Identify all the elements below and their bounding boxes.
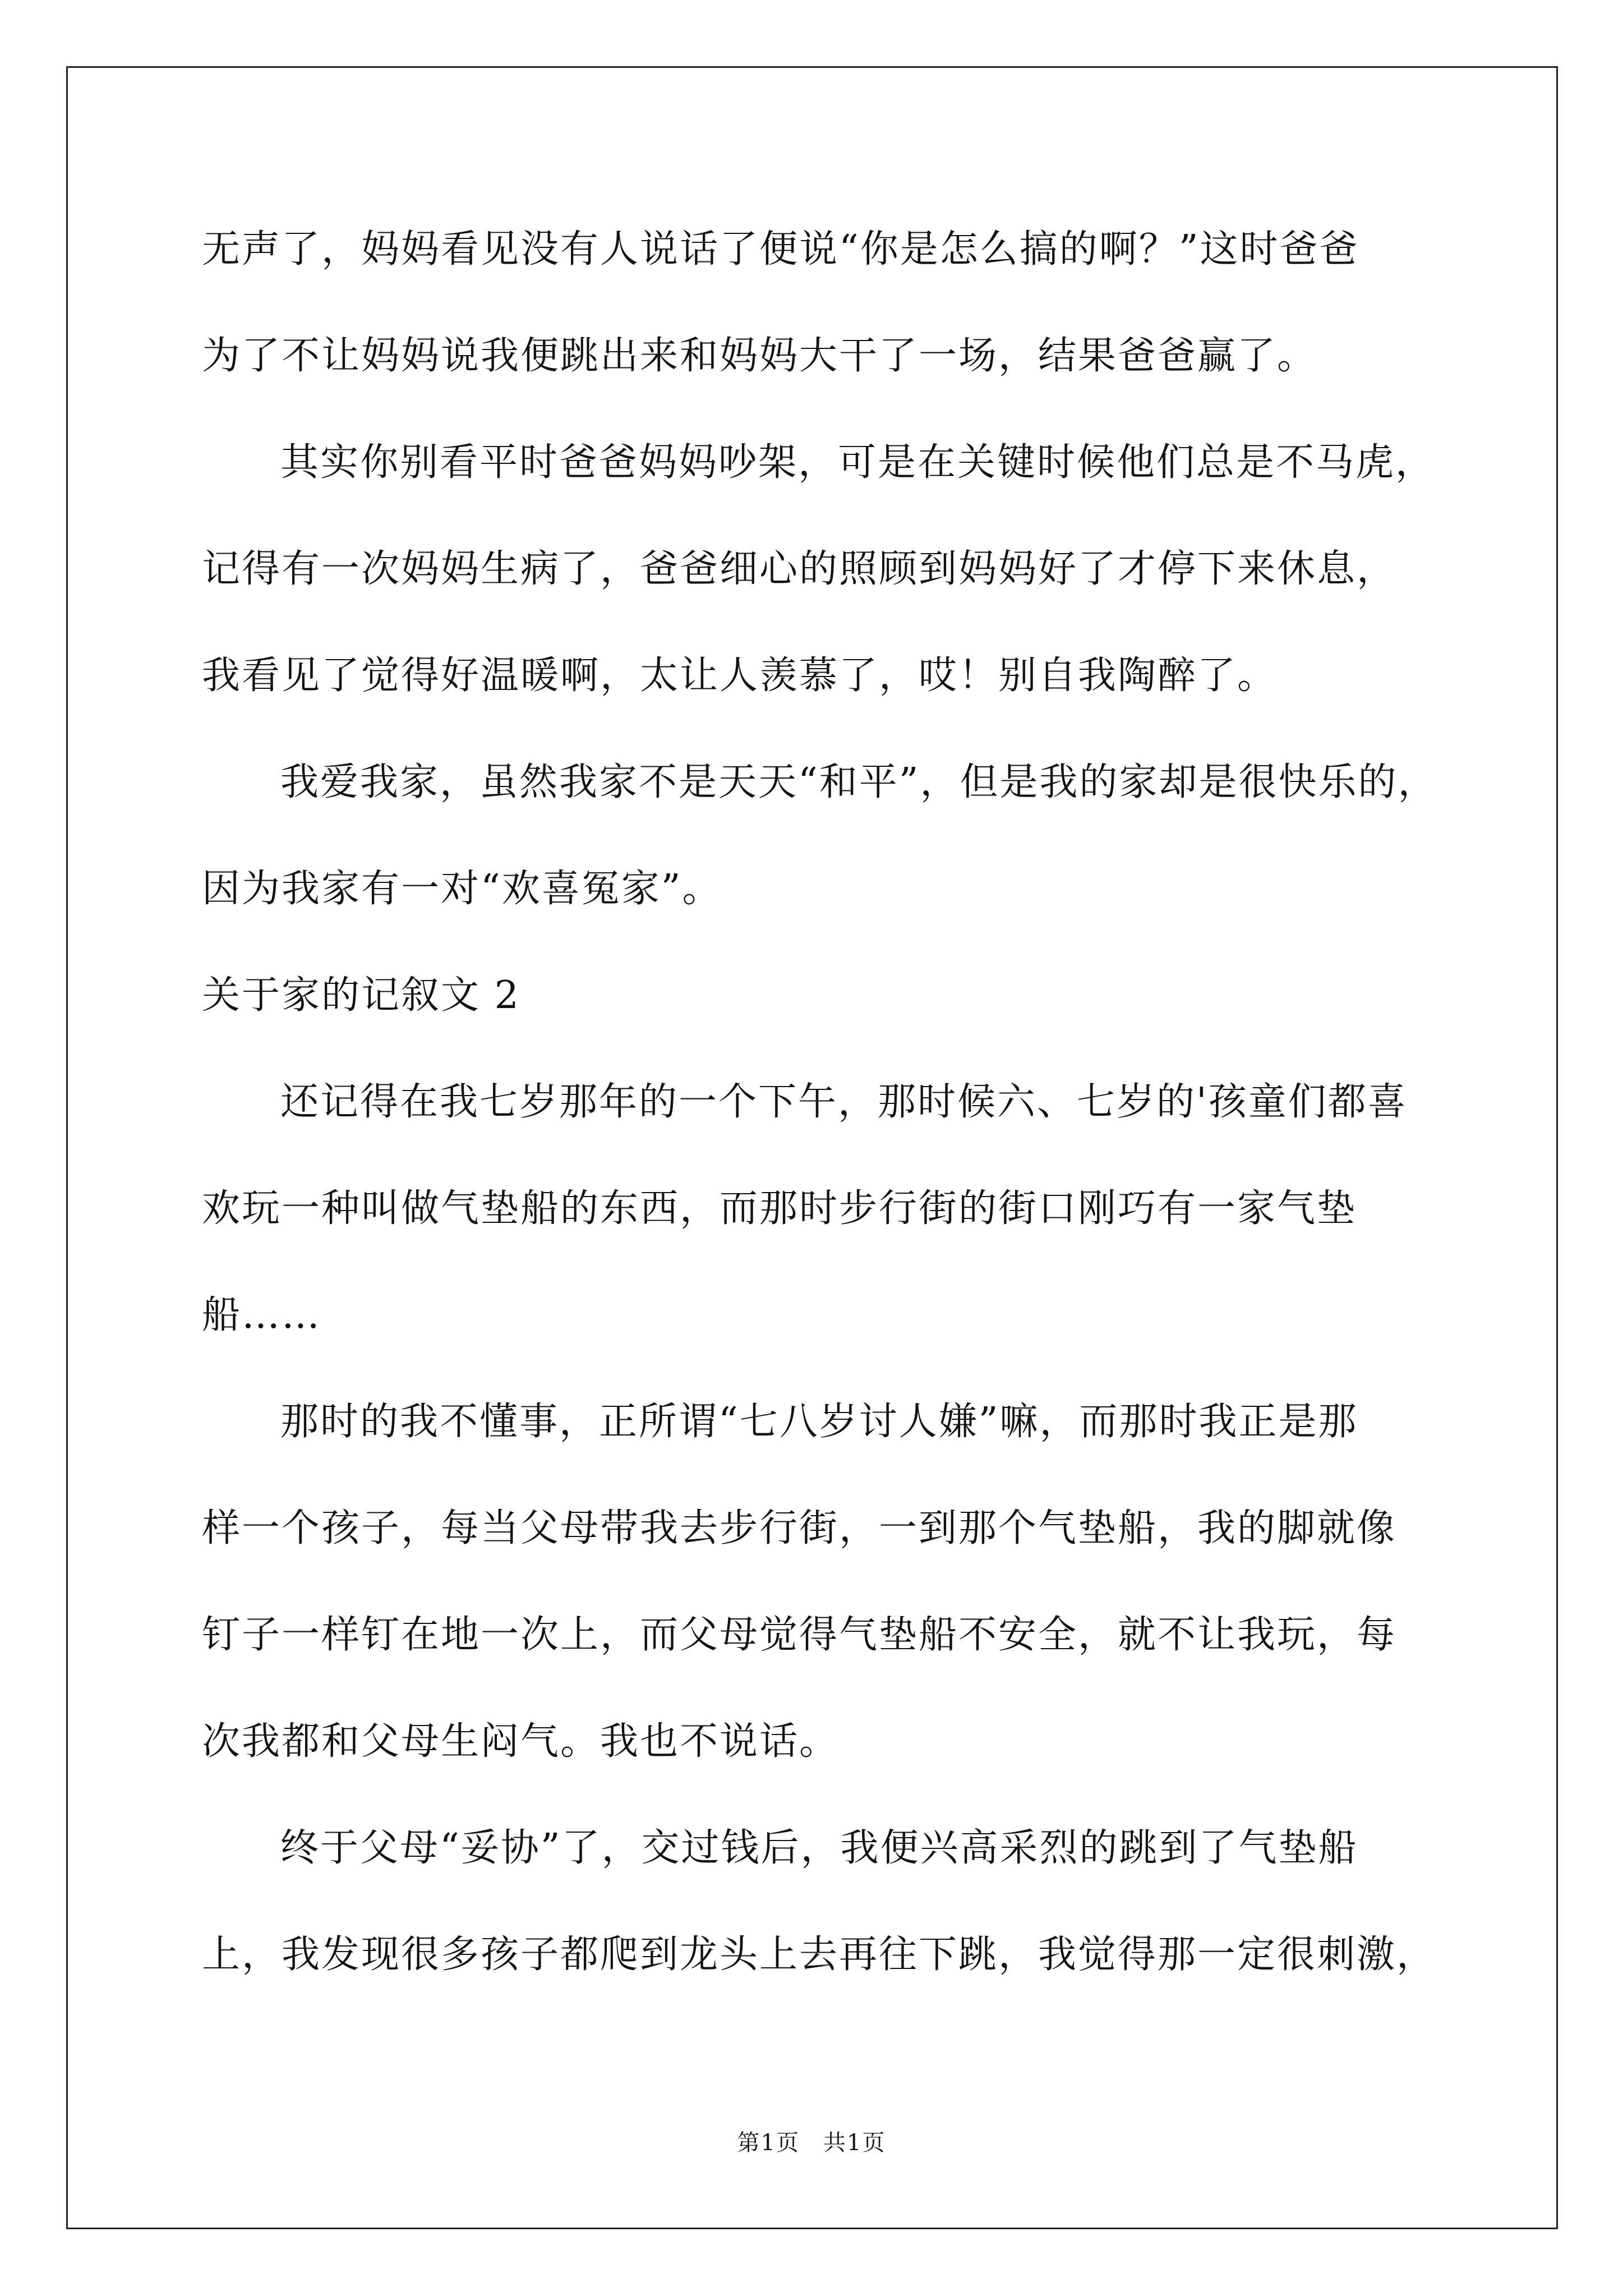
- paragraph-start-line: 其实你别看平时爸爸妈妈吵架，可是在关键时候他们总是不马虎，: [280, 440, 1436, 485]
- text-line: 因为我家有一对“欢喜冤家”。: [202, 867, 722, 911]
- text-line: 上，我发现很多孩子都爬到龙头上去再往下跳，我觉得那一定很刺激，: [202, 1932, 1437, 1977]
- text-line: 样一个孩子，每当父母带我去步行街，一到那个气垫船，我的脚就像: [202, 1506, 1397, 1550]
- text-line: 无声了，妈妈看见没有人说话了便说“你是怎么搞的啊？”这时爸爸: [202, 227, 1359, 272]
- text-line: 欢玩一种叫做气垫船的东西，而那时步行街的街口刚巧有一家气垫: [202, 1186, 1357, 1231]
- paragraph-start-line: 终于父母“妥协”了，交过钱后，我便兴高采烈的跳到了气垫船: [280, 1826, 1358, 1870]
- paragraph-start-line: 我爱我家，虽然我家不是天天“和平”，但是我的家却是很快乐的，: [280, 760, 1438, 804]
- section-heading: 关于家的记叙文 2: [202, 973, 520, 1018]
- paragraph-start-line: 那时的我不懂事，正所谓“七八岁讨人嫌”嘛，而那时我正是那: [280, 1400, 1358, 1444]
- text-line: 记得有一次妈妈生病了，爸爸细心的照顾到妈妈好了才停下来休息，: [202, 547, 1397, 591]
- paragraph-start-line: 还记得在我七岁那年的一个下午，那时候六、七岁的'孩童们都喜: [280, 1080, 1408, 1124]
- text-line: 钉子一样钉在地一次上，而父母觉得气垫船不安全，就不让我玩，每: [202, 1613, 1397, 1657]
- page-number-footer: 第1页 共1页: [737, 2130, 886, 2156]
- text-line: 为了不让妈妈说我便跳出来和妈妈大干了一场，结果爸爸赢了。: [202, 334, 1317, 378]
- page-border: [66, 66, 1558, 2229]
- text-line: 我看见了觉得好温暖啊，太让人羡慕了，哎！别自我陶醉了。: [202, 654, 1278, 698]
- text-line: 船……: [202, 1293, 322, 1337]
- text-line: 次我都和父母生闷气。我也不说话。: [202, 1719, 840, 1764]
